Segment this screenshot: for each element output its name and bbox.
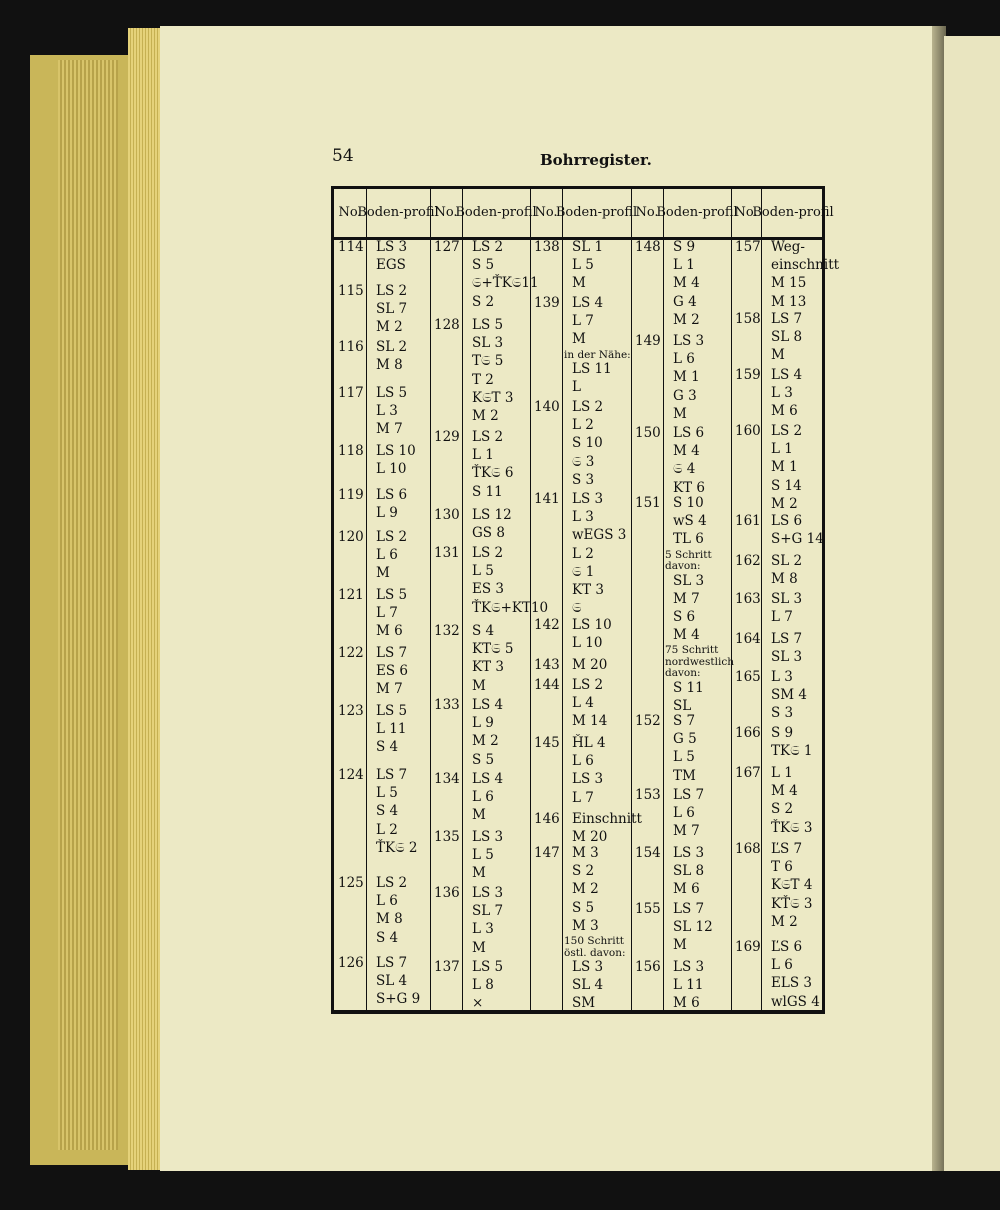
soil-profile-entry: LS 2 [376, 529, 408, 545]
soil-profile-entry: M 4 [771, 783, 798, 800]
soil-profile-entry: L 11 [376, 721, 407, 738]
boring-number: 141 [534, 491, 560, 507]
left-page-edges [58, 60, 118, 1150]
soil-profile-entry: S 2 [771, 801, 794, 818]
soil-profile-entry: LS 3 [472, 885, 504, 901]
soil-profile-entry: 𝔖 4 [673, 461, 696, 478]
soil-profile-entry: ȞL 4 [572, 735, 606, 751]
soil-profile-entry: M 1 [673, 369, 700, 386]
boring-number: 115 [338, 283, 364, 299]
boring-number: 152 [635, 713, 661, 729]
header-no: No. [635, 205, 659, 220]
header-no: No. [434, 205, 458, 220]
soil-profile-entry: M [472, 939, 486, 956]
soil-profile-entry: SL [673, 698, 692, 715]
boring-number: 154 [635, 845, 661, 861]
soil-profile-entry: S 7 [673, 713, 696, 729]
boring-number: 153 [635, 787, 661, 803]
boring-number: 146 [534, 811, 560, 827]
header-profil: profil [501, 205, 537, 220]
soil-profile-entry: M 1 [771, 459, 798, 476]
soil-profile-entry: TL 6 [673, 531, 704, 548]
soil-profile-entry: LS 5 [472, 317, 504, 333]
soil-profile-entry: L 6 [376, 547, 398, 564]
soil-profile-entry: SL 4 [376, 973, 408, 990]
soil-profile-entry: nordwestlich [665, 655, 734, 668]
boring-number: 144 [534, 677, 560, 693]
soil-profile-entry: LS 3 [572, 771, 604, 788]
soil-profile-entry: LS 12 [472, 507, 512, 523]
boring-number: 128 [434, 317, 460, 333]
soil-profile-entry: davon: [665, 560, 701, 573]
soil-profile-entry: S 5 [472, 257, 495, 274]
boring-number: 150 [635, 425, 661, 441]
boring-number: 121 [338, 587, 364, 603]
soil-profile-entry: S 5 [572, 899, 595, 916]
header-no: No. [734, 205, 758, 220]
header-boden: Boden- [357, 205, 404, 220]
boring-number: 162 [735, 553, 761, 569]
boring-number: 134 [434, 771, 460, 787]
boring-number: 164 [735, 631, 761, 647]
soil-profile-entry: LS 5 [472, 959, 504, 975]
soil-profile-entry: M 2 [673, 311, 700, 328]
soil-profile-entry: LS 7 [376, 767, 408, 783]
soil-profile-entry: M 7 [673, 823, 700, 840]
boring-number: 168 [735, 841, 761, 857]
column-divider [430, 189, 431, 1010]
soil-profile-entry: G 5 [673, 731, 697, 748]
soil-profile-entry: M 2 [472, 733, 499, 750]
boring-number: 148 [635, 239, 661, 255]
soil-profile-entry: ⨯ [472, 995, 484, 1012]
soil-profile-entry: L 2 [376, 821, 398, 838]
soil-profile-entry: SM 4 [771, 687, 807, 704]
boring-number: 133 [434, 697, 460, 713]
header-boden: Boden- [656, 205, 703, 220]
soil-profile-entry: M [472, 677, 486, 694]
soil-profile-entry: M 2 [376, 319, 403, 336]
soil-profile-entry: S 4 [376, 803, 399, 820]
boring-number: 122 [338, 645, 364, 661]
soil-profile-entry: L 2 [572, 417, 594, 434]
header-no: No. [338, 205, 362, 220]
boring-number: 165 [735, 669, 761, 685]
soil-profile-entry: L [572, 379, 581, 396]
boring-number: 142 [534, 617, 560, 633]
soil-profile-entry: ŤK𝔖 2 [376, 839, 418, 856]
soil-profile-entry: ELS 3 [771, 975, 812, 992]
boring-number: 163 [735, 591, 761, 607]
header-bodenprofil [455, 189, 537, 237]
soil-profile-entry: S+G 14 [771, 531, 824, 548]
soil-profile-entry: SL 8 [673, 863, 705, 880]
soil-profile-entry: Einschnitt [572, 811, 642, 827]
soil-profile-entry: L 5 [376, 785, 398, 802]
boring-number: 116 [338, 339, 364, 355]
soil-profile-entry: SL 3 [472, 335, 504, 352]
soil-profile-entry: S 10 [572, 435, 603, 452]
boring-number: 158 [735, 311, 761, 327]
boring-number: 161 [735, 513, 761, 529]
soil-profile-entry: KT𝔖 5 [472, 641, 514, 658]
soil-profile-entry: LS 6 [376, 487, 408, 503]
soil-profile-entry: SL 12 [673, 919, 713, 936]
boring-number: 140 [534, 399, 560, 415]
soil-profile-entry: 𝔖 3 [572, 453, 595, 470]
soil-profile-entry: S 5 [472, 751, 495, 768]
soil-profile-entry: L 7 [572, 789, 594, 806]
soil-profile-entry: M 6 [673, 881, 700, 898]
soil-profile-entry: LS 7 [376, 645, 408, 661]
soil-profile-entry: wS 4 [673, 513, 707, 530]
boring-number: 138 [534, 239, 560, 255]
boring-number: 124 [338, 767, 364, 783]
soil-profile-entry: L 10 [376, 461, 407, 478]
soil-profile-entry: LS 2 [472, 429, 504, 445]
header-profil: profil [702, 205, 738, 220]
soil-profile-entry: S 6 [673, 609, 696, 625]
soil-profile-entry: ES 3 [472, 581, 504, 598]
soil-profile-entry: G 3 [673, 387, 697, 404]
no-column-divider [663, 189, 664, 1010]
soil-profile-entry: LS 5 [376, 385, 408, 401]
boring-number: 151 [635, 495, 661, 511]
soil-profile-entry: LS 3 [673, 333, 705, 349]
soil-profile-entry: LS 6 [673, 425, 705, 441]
soil-profile-entry: SL 8 [771, 329, 803, 346]
soil-profile-entry: ŤK𝔖+KT10 [472, 599, 549, 616]
soil-profile-entry: L 10 [572, 635, 603, 652]
soil-profile-entry: LS 4 [472, 771, 504, 787]
soil-profile-entry: LS 3 [472, 829, 504, 845]
soil-profile-entry: L 6 [572, 753, 594, 770]
soil-profile-entry: S 4 [376, 929, 399, 946]
soil-profile-entry: M 4 [673, 627, 700, 644]
boring-number: 130 [434, 507, 460, 523]
soil-profile-entry: SL 2 [771, 553, 803, 569]
boring-number: 119 [338, 487, 364, 503]
soil-profile-entry: KT 3 [472, 659, 504, 676]
soil-profile-entry: SL 7 [376, 301, 408, 318]
soil-profile-entry: LS 4 [771, 367, 803, 383]
soil-profile-entry: EGS [376, 257, 406, 274]
header-profil: profil [601, 205, 638, 220]
soil-profile-entry: LS 2 [472, 545, 504, 561]
page-title: Bohrregister. [540, 151, 652, 169]
soil-profile-entry: L 11 [673, 977, 704, 994]
soil-profile-entry: L 1 [673, 257, 695, 274]
soil-profile-entry: M 3 [572, 917, 599, 934]
soil-profile-entry: LS 10 [572, 617, 612, 633]
soil-profile-entry: M 7 [376, 421, 403, 438]
soil-profile-entry: S 11 [472, 483, 503, 500]
soil-profile-entry: L 9 [376, 505, 398, 522]
soil-profile-entry: LS 2 [572, 399, 604, 415]
soil-profile-entry: wEGS 3 [572, 527, 627, 544]
soil-profile-entry: L 1 [472, 447, 494, 464]
soil-profile-entry: LS 2 [472, 239, 504, 255]
soil-profile-entry: wlGS 4 [771, 993, 820, 1010]
soil-profile-entry: LS 3 [572, 491, 604, 507]
soil-profile-entry: S 2 [572, 863, 595, 880]
soil-profile-entry: L 6 [771, 957, 793, 974]
soil-profile-entry: M 6 [673, 995, 700, 1012]
soil-profile-entry: M 6 [376, 623, 403, 640]
soil-profile-entry: L 6 [673, 351, 695, 368]
soil-profile-entry: L 5 [472, 563, 494, 580]
soil-profile-entry: T 6 [771, 859, 793, 876]
soil-profile-entry: 75 Schritt [665, 644, 719, 657]
header-profil: profil [403, 205, 439, 220]
soil-profile-entry: GS 8 [472, 525, 505, 542]
soil-profile-entry: S 14 [771, 477, 802, 494]
boring-number: 166 [735, 725, 761, 741]
soil-profile-entry: M 2 [771, 913, 798, 930]
soil-profile-entry: L 3 [771, 385, 793, 402]
boring-number: 155 [635, 901, 661, 917]
boring-number: 126 [338, 955, 364, 971]
soil-profile-entry: davon: [665, 667, 701, 680]
soil-profile-entry: M 2 [771, 495, 798, 512]
soil-profile-entry: L 7 [376, 605, 398, 622]
soil-profile-entry: S 3 [572, 471, 595, 488]
soil-profile-entry: L 3 [572, 509, 594, 526]
soil-profile-entry: M [673, 937, 687, 954]
soil-profile-entry: TK𝔖 1 [771, 743, 813, 760]
soil-profile-entry: KT 3 [572, 582, 604, 598]
boring-number: 169 [735, 939, 761, 955]
boring-number: 156 [635, 959, 661, 975]
soil-profile-entry: in der Nähe: [564, 348, 631, 361]
soil-profile-entry: M 2 [572, 881, 599, 898]
soil-profile-entry: M 7 [376, 681, 403, 698]
soil-profile-entry: L 3 [771, 669, 793, 685]
boring-number: 114 [338, 239, 364, 255]
soil-profile-entry: L 4 [572, 695, 594, 712]
soil-profile-entry: M 3 [572, 845, 599, 861]
boring-number: 143 [534, 657, 560, 673]
column-divider [631, 189, 632, 1010]
soil-profile-entry: ĽS 7 [771, 841, 803, 857]
soil-profile-entry: 5 Schritt [665, 548, 712, 561]
soil-profile-entry: L 8 [472, 977, 494, 994]
soil-profile-entry: L 1 [771, 765, 793, 781]
soil-profile-entry: M [376, 565, 390, 582]
boring-number: 145 [534, 735, 560, 751]
page-number: 54 [332, 146, 354, 166]
soil-profile-entry: S 9 [673, 239, 696, 255]
soil-profile-entry: M 8 [376, 357, 403, 374]
boring-number: 135 [434, 829, 460, 845]
soil-profile-entry: S+G 9 [376, 991, 421, 1008]
soil-profile-entry: LS 5 [376, 703, 408, 719]
bohrregister-table [331, 186, 840, 1014]
right-page [944, 36, 1000, 1171]
boring-number: 167 [735, 765, 761, 781]
boring-number: 132 [434, 623, 460, 639]
header-boden: Boden- [455, 205, 502, 220]
soil-profile-entry: L 6 [472, 789, 494, 806]
soil-profile-entry: S 4 [376, 739, 399, 756]
soil-profile-entry: S 3 [771, 705, 794, 722]
soil-profile-entry: LS 7 [771, 311, 803, 327]
soil-profile-entry: LS 7 [673, 787, 705, 803]
soil-profile-entry: LS 3 [572, 959, 604, 975]
soil-profile-entry: LS 3 [673, 845, 705, 861]
boring-number: 117 [338, 385, 364, 401]
soil-profile-entry: T𝔖 5 [472, 353, 504, 370]
soil-profile-entry: LS 7 [376, 955, 408, 971]
soil-profile-entry: M 20 [572, 657, 608, 673]
soil-profile-entry: S 11 [673, 679, 704, 696]
soil-profile-entry: M [472, 865, 486, 882]
header-boden: Boden- [752, 205, 799, 220]
column-divider [731, 189, 732, 1010]
header-boden: Boden- [555, 205, 602, 220]
boring-number: 131 [434, 545, 460, 561]
boring-number: 157 [735, 239, 761, 255]
soil-profile-entry: SL 2 [376, 339, 408, 355]
soil-profile-entry: LS 7 [673, 901, 705, 917]
soil-profile-entry: Weg- [771, 239, 805, 255]
soil-profile-entry: M 4 [673, 443, 700, 460]
boring-number: 120 [338, 529, 364, 545]
boring-number: 129 [434, 429, 460, 445]
no-column-divider [366, 189, 367, 1010]
soil-profile-entry: SL 3 [673, 572, 705, 589]
header-bodenprofil [555, 189, 638, 237]
soil-profile-entry: 𝔖 [572, 600, 582, 617]
soil-profile-entry: LS 3 [673, 959, 705, 975]
soil-profile-entry: 𝔖 1 [572, 563, 595, 580]
soil-profile-entry: M 20 [572, 829, 608, 846]
no-column-divider [462, 189, 463, 1010]
header-no: No. [534, 205, 558, 220]
soil-profile-entry: M 4 [673, 275, 700, 292]
soil-profile-entry: 150 Schritt [564, 935, 625, 947]
soil-profile-entry: L 5 [673, 749, 695, 766]
soil-profile-entry: LS 2 [376, 875, 408, 891]
no-column-divider [562, 189, 563, 1010]
soil-profile-entry: LS 2 [572, 677, 604, 693]
soil-profile-entry: ŤK𝔖 6 [472, 465, 514, 482]
soil-profile-entry: S 9 [771, 725, 794, 741]
soil-profile-entry: L 1 [771, 441, 793, 458]
header-bodenprofil [752, 189, 834, 237]
soil-profile-entry: LS 7 [771, 631, 803, 647]
soil-profile-entry: M [771, 347, 785, 364]
soil-profile-entry: S 2 [472, 293, 495, 310]
soil-profile-entry: M [673, 405, 687, 422]
soil-profile-entry: L 2 [572, 545, 594, 562]
soil-profile-entry: M 7 [673, 590, 700, 607]
soil-profile-entry: LS 2 [376, 283, 408, 299]
no-column-divider [761, 189, 762, 1010]
boring-number: 147 [534, 845, 560, 861]
soil-profile-entry: östl. davon: [564, 946, 626, 959]
boring-number: 137 [434, 959, 460, 975]
soil-profile-entry: 𝔖+ŤK𝔖11 [472, 275, 539, 292]
boring-number: 149 [635, 333, 661, 349]
boring-number: 125 [338, 875, 364, 891]
soil-profile-entry: ĽS 6 [771, 939, 803, 955]
soil-profile-entry: KT 6 [673, 479, 705, 496]
soil-profile-entry: SL 1 [572, 239, 604, 255]
soil-profile-entry: ES 6 [376, 663, 408, 680]
soil-profile-entry: M 2 [472, 408, 499, 424]
boring-number: 136 [434, 885, 460, 901]
boring-number: 123 [338, 703, 364, 719]
soil-profile-entry: SL 3 [771, 591, 803, 607]
soil-profile-entry: M 6 [771, 403, 798, 420]
soil-profile-entry: L 5 [572, 257, 594, 274]
soil-profile-entry: S 10 [673, 495, 704, 511]
soil-profile-entry: K𝔖T 3 [472, 389, 514, 406]
soil-profile-entry: LS 4 [472, 697, 504, 713]
soil-profile-entry: M 13 [771, 293, 807, 310]
soil-profile-entry: KŤ𝔖 3 [771, 895, 813, 912]
soil-profile-entry: einschnitt [771, 257, 840, 274]
soil-profile-entry: SM [572, 995, 596, 1012]
soil-profile-entry: L 5 [472, 847, 494, 864]
boring-number: 160 [735, 423, 761, 439]
soil-profile-entry: G 4 [673, 293, 697, 310]
soil-profile-entry: LS 10 [376, 443, 416, 459]
soil-profile-entry: LS 5 [376, 587, 408, 603]
header-bodenprofil [656, 189, 738, 237]
soil-profile-entry: LS 3 [376, 239, 408, 255]
soil-profile-entry: M [572, 275, 586, 292]
soil-profile-entry: LS 11 [572, 361, 612, 378]
soil-profile-entry: L 3 [472, 921, 494, 938]
soil-profile-entry: LS 4 [572, 295, 604, 311]
soil-profile-entry: S 4 [472, 623, 495, 639]
soil-profile-entry: L 3 [376, 403, 398, 420]
soil-profile-entry: L 9 [472, 715, 494, 732]
soil-profile-entry: M 14 [572, 713, 608, 730]
soil-profile-entry: M 8 [376, 911, 403, 928]
soil-profile-entry: L 6 [673, 805, 695, 822]
soil-profile-entry: SL 7 [472, 903, 504, 920]
header-profil: profil [798, 205, 834, 220]
soil-profile-entry: SL 3 [771, 649, 803, 666]
soil-profile-entry: ŤK𝔖 3 [771, 819, 813, 836]
boring-number: 159 [735, 367, 761, 383]
boring-number: 139 [534, 295, 560, 311]
soil-profile-entry: LS 2 [771, 423, 803, 439]
soil-profile-entry: T 2 [472, 371, 494, 388]
soil-profile-entry: L 6 [376, 893, 398, 910]
soil-profile-entry: TM [673, 767, 696, 784]
soil-profile-entry: L 7 [572, 313, 594, 330]
boring-number: 127 [434, 239, 460, 255]
soil-profile-entry: K𝔖T 4 [771, 877, 813, 894]
soil-profile-entry: M [472, 807, 486, 824]
boring-number: 118 [338, 443, 364, 459]
soil-profile-entry: L 7 [771, 609, 793, 626]
soil-profile-entry: M 15 [771, 275, 807, 292]
soil-profile-entry: SL 4 [572, 977, 604, 994]
soil-profile-entry: M 8 [771, 571, 798, 588]
soil-profile-entry: LS 6 [771, 513, 803, 529]
soil-profile-entry: M [572, 331, 586, 348]
header-bodenprofil [357, 189, 439, 237]
